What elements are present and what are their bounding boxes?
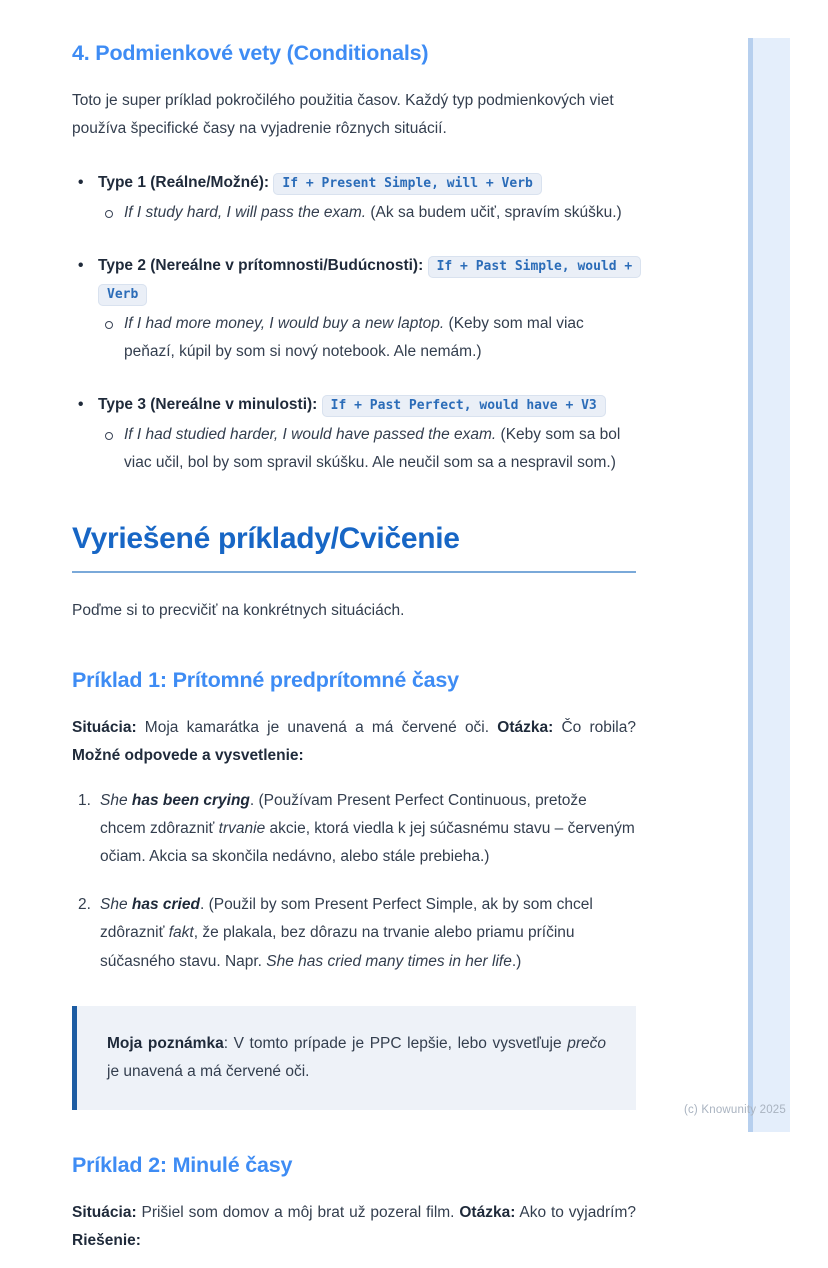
- text-segment: : V tomto prípade je PPC lepšie, lebo vysvetľuje: [223, 1034, 568, 1052]
- text-segment: . (Použil by som Present Perfect Simple, ak by som chcel zdôrazniť: [100, 896, 593, 942]
- text-segment: Možné odpovede a vysvetlenie:: [72, 747, 304, 765]
- example-2-situation-paragraph: [72, 1199, 636, 1255]
- example-1-answers-list: [72, 787, 636, 976]
- text-segment: If I had studied harder, I would have passed the exam.: [124, 425, 497, 443]
- text-segment: . (Používam Present Perfect Continuous, pretože chcem zdôrazniť: [100, 791, 587, 837]
- text-segment: trvanie: [218, 819, 266, 837]
- text-segment: , že plakala, bez dôrazu na trvanie alebo priamu príčinu súčasného stavu. Napr.: [100, 924, 575, 970]
- type-2-label: [98, 252, 636, 308]
- note-callout-text: [107, 1030, 606, 1086]
- type-3-example-list: [98, 421, 636, 477]
- text-segment: Type 2 (Nereálne v prítomnosti/Budúcnosti):: [98, 256, 428, 274]
- copyright-watermark: (c) Knowunity 2025: [683, 1104, 786, 1117]
- text-segment: She: [100, 791, 132, 809]
- text-segment: Čo robila?: [553, 719, 636, 737]
- text-segment: If I had more money, I would buy a new laptop.: [124, 315, 445, 333]
- text-segment: Otázka:: [497, 719, 554, 737]
- type-3-example-sentence: [102, 421, 636, 477]
- conditional-type-item-2: [76, 252, 636, 367]
- type-2-example-list: [98, 310, 636, 366]
- text-segment: She has cried many times in her life: [266, 952, 512, 970]
- text-segment: has been crying: [131, 791, 250, 809]
- text-segment: Situácia:: [72, 1204, 137, 1222]
- solved-intro-paragraph: Poďme si to precvičiť na konkrétnych situáciách.: [72, 602, 405, 620]
- conditional-type-item-1: [76, 169, 636, 227]
- text-segment: (Ak sa budem učiť, spravím skúšku.): [366, 204, 622, 222]
- content-column: [72, 40, 636, 1268]
- conditionals-heading: 4. Podmienkové vety (Conditionals): [72, 41, 429, 65]
- text-segment: Type 1 (Reálne/Možné):: [98, 174, 274, 192]
- text-segment: .): [511, 952, 522, 970]
- text-segment: Otázka:: [459, 1204, 516, 1222]
- text-segment: akcie, ktorá viedla k jej súčasnému stavu – červeným očiam. Akcia sa skončila nedávno, alebo stále prebieha.): [100, 819, 635, 865]
- text-segment: She: [100, 896, 132, 914]
- code-chip: If + Past Simple, would + Verb: [98, 256, 641, 306]
- code-chip: If + Present Simple, will + Verb: [273, 173, 541, 195]
- conditionals-intro-paragraph: Toto je super príklad pokročilého použitia časov. Každý typ podmienkových viet používa špecifické časy na vyjadrenie rôznych situácií.: [72, 91, 614, 138]
- text-segment: If I study hard, I will pass the exam.: [124, 204, 367, 222]
- solved-examples-heading: Vyriešené príklady/Cvičenie: [72, 521, 636, 573]
- text-segment: fakt: [168, 924, 194, 942]
- note-callout: [72, 1006, 636, 1110]
- type-1-label: [98, 169, 636, 197]
- page-edge-highlight-bar: [748, 38, 790, 1132]
- text-segment: (Keby som sa bol viac učil, bol by som spravil skúšku. Ale neučil som sa a nespravil som.): [124, 425, 621, 471]
- type-1-example-list: [98, 199, 636, 227]
- text-segment: has cried: [131, 896, 200, 914]
- conditional-type-item-3: [76, 391, 636, 478]
- type-3-label: [98, 391, 636, 419]
- text-segment: Situácia:: [72, 719, 137, 737]
- type-2-example-sentence: [102, 310, 636, 366]
- text-segment: Prišiel som domov a môj brat už pozeral film.: [136, 1204, 460, 1222]
- answer-item-1: [78, 787, 636, 872]
- text-segment: Ako to vyjadrím?: [515, 1204, 636, 1222]
- text-segment: (Keby som mal viac peňazí, kúpil by som si nový notebook. Ale nemám.): [124, 315, 584, 361]
- text-segment: prečo: [567, 1034, 606, 1052]
- example-1-situation-paragraph: [72, 714, 636, 770]
- text-segment: Type 3 (Nereálne v minulosti):: [98, 395, 322, 413]
- answer-item-2: [78, 891, 636, 976]
- type-1-example-sentence: [102, 199, 636, 227]
- conditional-types-list: [72, 169, 636, 477]
- code-chip: If + Past Perfect, would have + V3: [322, 395, 606, 417]
- text-segment: Moja kamarátka je unavená a má červené oči.: [136, 719, 498, 737]
- text-segment: je unavená a má červené oči.: [107, 1063, 310, 1081]
- example-1-heading: Príklad 1: Prítomné predprítomné časy: [72, 668, 459, 693]
- example-2-heading: Príklad 2: Minulé časy: [72, 1153, 293, 1178]
- text-segment: Moja poznámka: [107, 1034, 224, 1052]
- text-segment: Riešenie:: [72, 1232, 141, 1250]
